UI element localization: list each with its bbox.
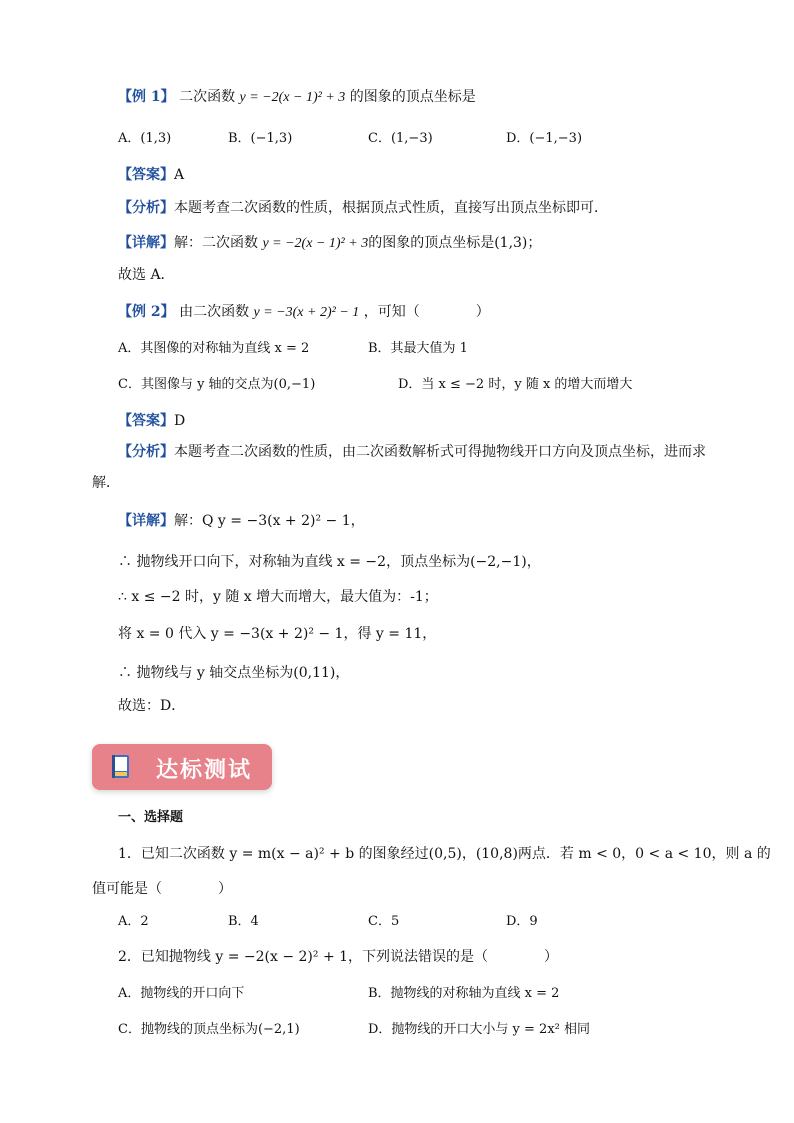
- ex2-detail-line-4: 将 x = 0 代入 y = −3(x + 2)² − 1，得 y = 11，: [118, 626, 437, 642]
- q1-option-c: C．5: [368, 914, 400, 929]
- q1-stem-line-1: 1．已知二次函数 y = m(x − a)² + b 的图象经过(0,5)，(10,8)两点．若 m < 0，0 < a < 10，则 a 的: [118, 846, 771, 862]
- ex1-q-post: 的图象的顶点坐标是: [349, 89, 476, 105]
- ex2-detail-line-5: ∴ 抛物线与 y 轴交点坐标为(0,11)，: [118, 665, 350, 681]
- ex1-analysis-text: 本题考查二次函数的性质，根据顶点式性质，直接写出顶点坐标即可．: [174, 200, 608, 216]
- ex2-analysis-text: 本题考查二次函数的性质，由二次函数解析式可得抛物线开口方向及顶点坐标，进而求: [174, 444, 706, 460]
- ex1-q-math: y = −2(x − 1)² + 3: [239, 90, 346, 105]
- ex1-question: [118, 88, 476, 107]
- ex2-option-b: B．其最大值为 1: [368, 341, 468, 356]
- ex1-option-c: C．(1,−3): [368, 131, 433, 146]
- ex2-answer: [118, 412, 185, 430]
- ex2-option-a: A．其图像的对称轴为直线 x = 2: [118, 341, 310, 356]
- q2-option-a: A．抛物线的开口向下: [118, 986, 245, 1001]
- ex2-analysis-tag: 【分析】: [118, 444, 174, 460]
- q1-stem-line-2: 值可能是（ ）: [92, 881, 232, 897]
- ex1-option-d: D．(−1,−3): [506, 131, 583, 146]
- ex2-detail-line-1: [118, 512, 365, 530]
- ex2-analysis-line-2: 解．: [92, 475, 120, 491]
- q1-option-d: D．9: [506, 914, 538, 929]
- ex2-q-post: ，可知（ ）: [363, 304, 490, 320]
- banner-title: 达标测试: [156, 758, 253, 783]
- ex1-analysis-tag: 【分析】: [118, 200, 174, 216]
- ex1-detail-post: 的图象的顶点坐标是(1,3)；: [368, 235, 542, 251]
- ex1-detail-math: y = −2(x − 1)² + 3: [262, 236, 369, 251]
- ex2-detail-line-3: ∴ x ≤ −2 时，y 随 x 增大而增大，最大值为：-1；: [118, 589, 438, 605]
- book-icon: [110, 754, 132, 780]
- q2-option-d: D．抛物线的开口大小与 y = 2x² 相同: [368, 1022, 591, 1037]
- ex2-q-math: y = −3(x + 2)² − 1: [253, 305, 360, 320]
- ex1-detail-pre: 解：二次函数: [174, 235, 263, 251]
- ex1-detail-tag: 【详解】: [118, 235, 174, 251]
- ex1-tag: 【例 1】: [118, 89, 175, 105]
- ex2-answer-value: D: [174, 413, 186, 429]
- ex1-answer-tag: 【答案】: [118, 167, 174, 183]
- ex2-choose: 故选：D．: [118, 698, 186, 714]
- ex2-tag: 【例 2】: [118, 304, 175, 320]
- q2-option-c: C．抛物线的顶点坐标为(−2,1): [118, 1022, 300, 1037]
- ex2-question: [118, 303, 490, 322]
- ex2-option-c: C．其图像与 y 轴的交点为(0,−1): [118, 377, 316, 392]
- ex1-choose: 故选 A．: [118, 267, 175, 283]
- section-title: 一、选择题: [118, 810, 184, 825]
- q1-option-b: B．4: [228, 914, 259, 929]
- ex2-answer-tag: 【答案】: [118, 413, 174, 429]
- ex2-detail-text: 解：Q y = −3(x + 2)² − 1，: [174, 513, 365, 529]
- ex1-option-a: A．(1,3): [118, 131, 172, 146]
- q2-option-b: B．抛物线的对称轴为直线 x = 2: [368, 986, 560, 1001]
- ex2-q-pre: 由二次函数: [179, 304, 250, 320]
- ex1-analysis: [118, 199, 608, 217]
- q1-option-a: A．2: [118, 914, 149, 929]
- ex1-option-b: B．(−1,3): [228, 131, 293, 146]
- ex1-answer-value: A: [174, 167, 185, 183]
- ex2-analysis-line-1: [118, 443, 706, 461]
- q2-stem: 2．已知抛物线 y = −2(x − 2)² + 1，下列说法错误的是（ ）: [118, 949, 559, 965]
- ex2-detail-line-2: ∴ 抛物线开口向下，对称轴为直线 x = −2，顶点坐标为(−2,−1)，: [118, 554, 541, 570]
- ex1-q-pre: 二次函数: [179, 89, 240, 105]
- ex1-detail: [118, 234, 541, 253]
- ex2-detail-tag: 【详解】: [118, 513, 174, 529]
- section-banner: [92, 744, 272, 790]
- ex2-option-d: D．当 x ≤ −2 时，y 随 x 的增大而增大: [398, 377, 633, 392]
- ex1-answer: [118, 166, 184, 184]
